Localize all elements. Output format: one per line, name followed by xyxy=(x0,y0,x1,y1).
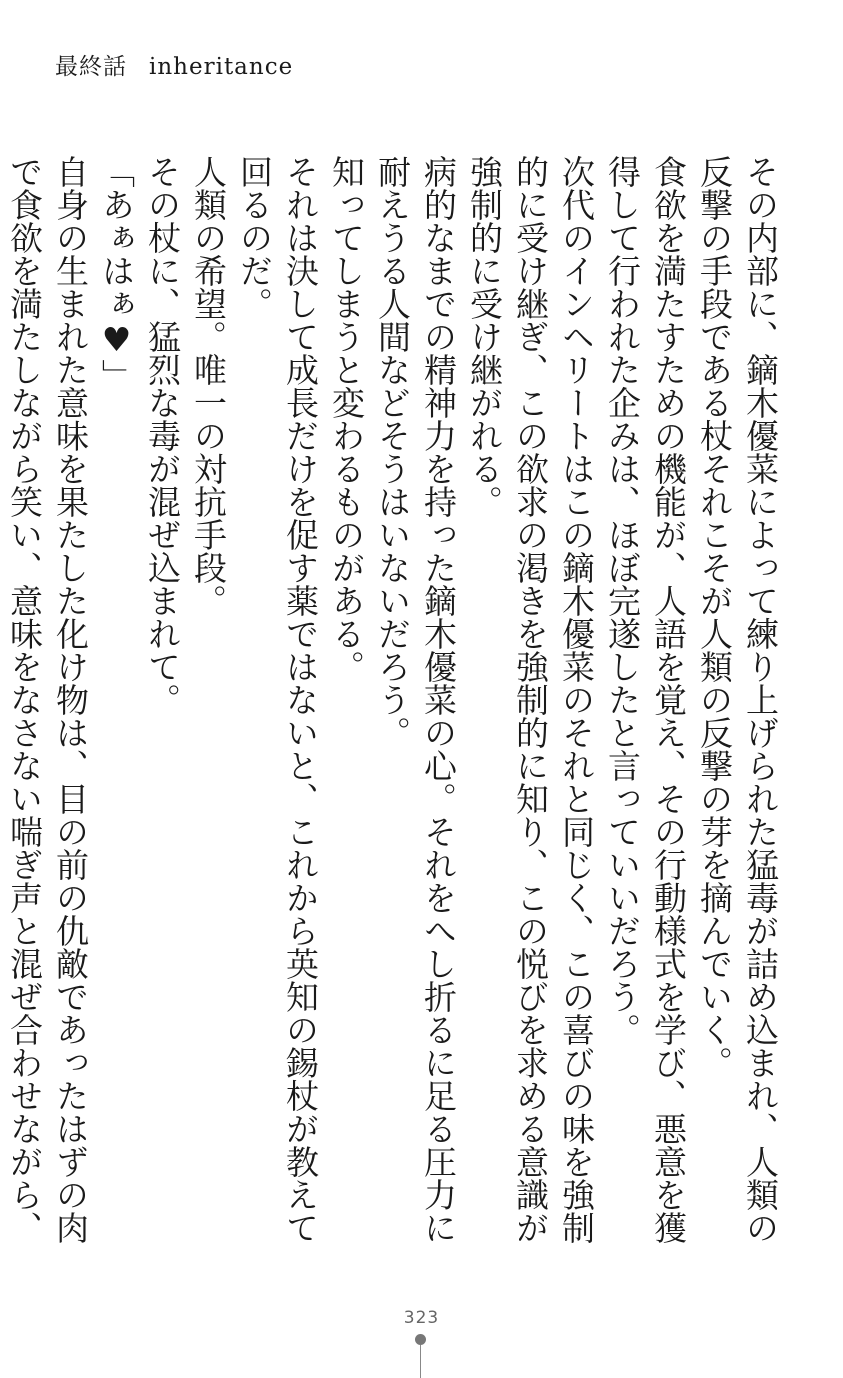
paragraph: 病的なまでの精神力を持った鏑木優菜の心。それをへし折るに足る圧力に耐えうる人間などそうはいないだろう。 xyxy=(373,155,458,1244)
paragraph: 知ってしまうと変わるものがある。 xyxy=(327,155,366,683)
paragraph: その内部に、鏑木優菜によって練り上げられた猛毒が詰め込まれ、人類の反撃の手段である杖それこそが人類の反撃の芽を摘んでいく。 xyxy=(695,155,780,1244)
paragraph: 次代のインヘリートはこの鏑木優菜のそれと同じく、この喜びの味を強制的に受け継ぎ、この欲求の渇きを強制的に知り、この悦びを求める意識が強制的に受け継がれる。 xyxy=(465,155,596,1244)
paragraph: 自身の生まれた意味を果たした化け物は、目の前の仇敵であったはずの肉で食欲を満たしながら笑い、意味をなさない喘ぎ声と混ぜ合わせながら、 xyxy=(5,155,90,1244)
chapter-header xyxy=(55,48,293,81)
paragraph: それは決して成長だけを促す薬ではないと、これから英知の錫杖が教えて回るのだ。 xyxy=(235,155,320,1244)
chapter-label: 最終話 xyxy=(55,54,127,80)
page-marker-dot xyxy=(415,1334,426,1345)
page-number: 323 xyxy=(403,1308,440,1328)
paragraph: 人類の希望。唯一の対抗手段。 xyxy=(189,155,228,617)
page-marker-line xyxy=(420,1345,421,1378)
paragraph: 食欲を満たすための機能が、人語を覚え、その行動様式を学び、悪意を獲得して行われた企みは、ほぼ完遂したと言っていいだろう。 xyxy=(603,155,688,1244)
paragraph: 「あぁはぁ♥」 xyxy=(97,155,136,392)
body-text xyxy=(5,155,783,1265)
chapter-subtitle: inheritance xyxy=(149,54,294,80)
paragraph: その杖に、猛烈な毒が混ぜ込まれて。 xyxy=(143,155,182,716)
